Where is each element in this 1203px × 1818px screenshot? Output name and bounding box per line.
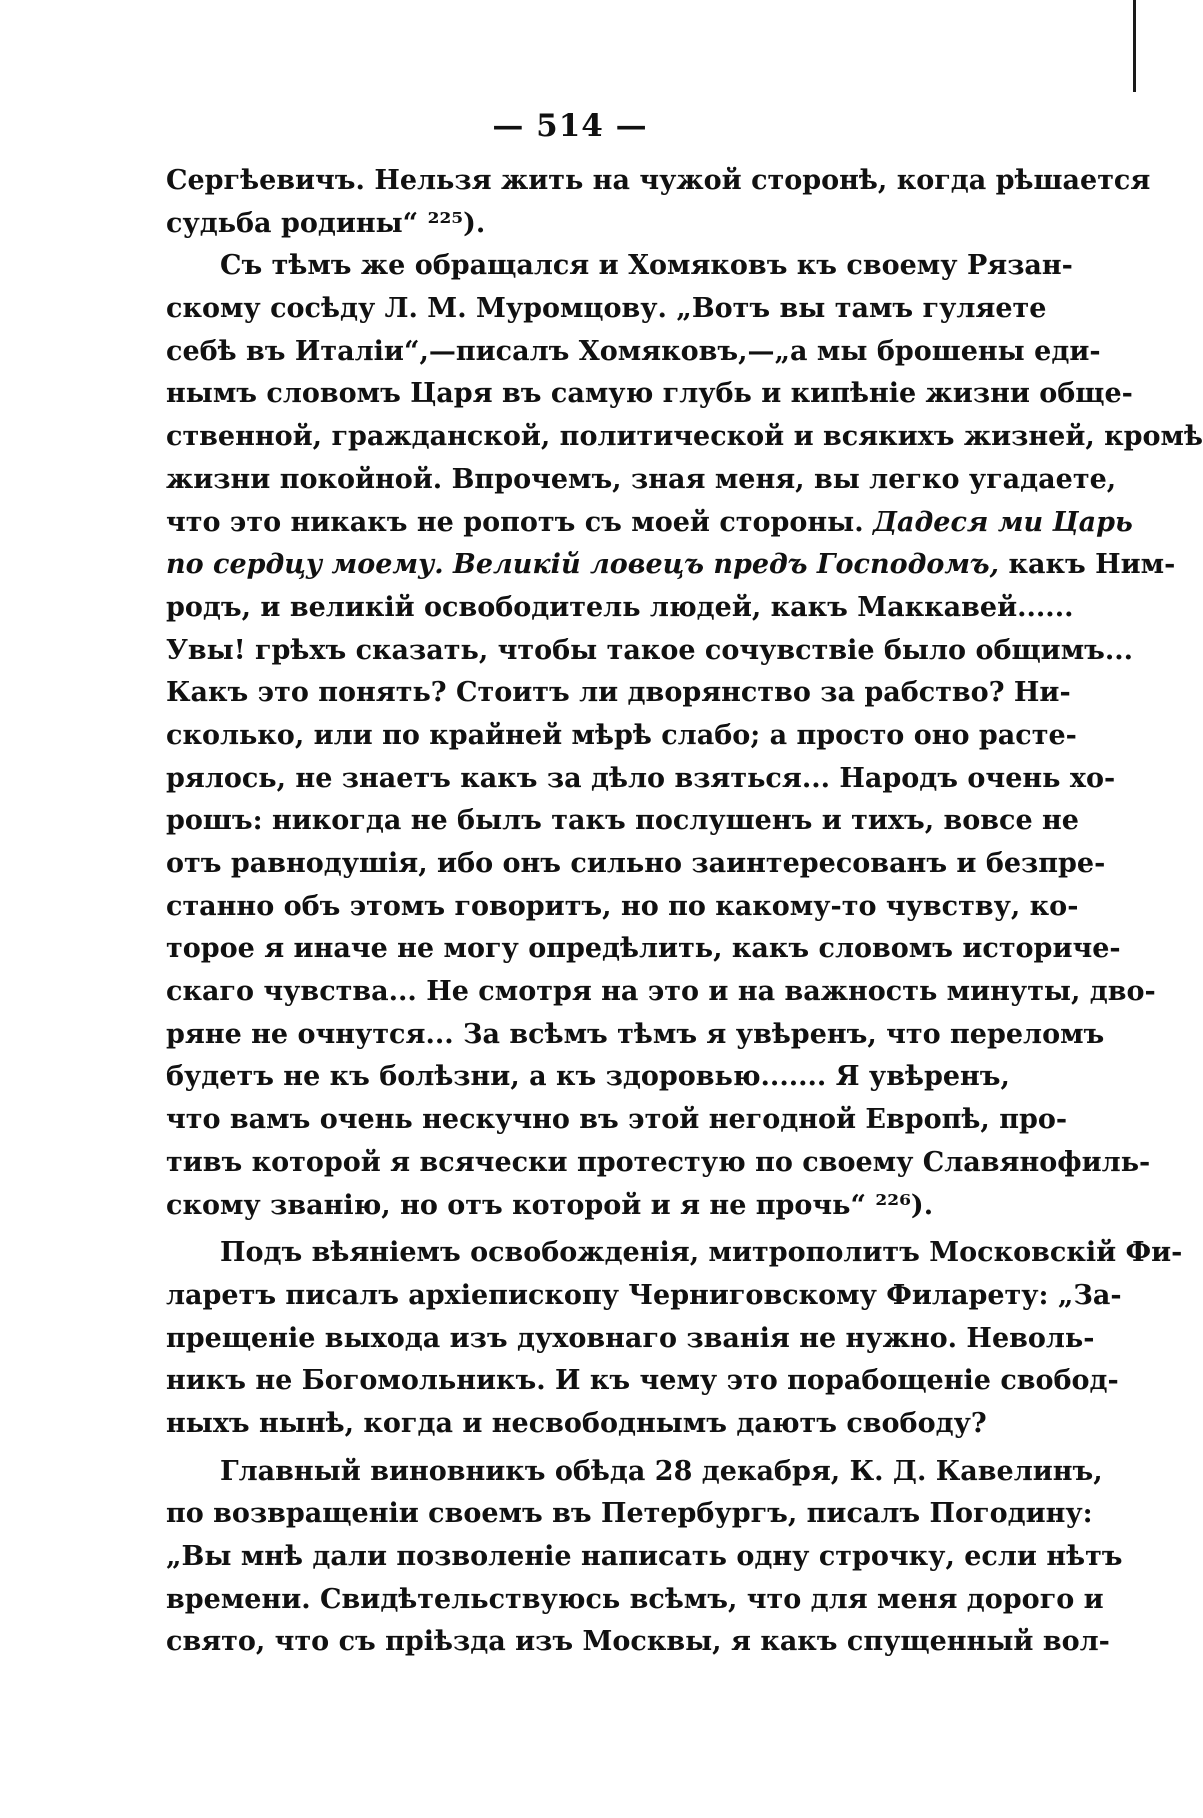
text-line: что вамъ очень нескучно въ этой негодной Европѣ, про- [166,1104,1068,1136]
text-line: рялось, не знаетъ какъ за дѣло взяться... Народъ очень хо- [166,762,1116,794]
text-line: себѣ въ Италіи“,—писалъ Хомяковъ,—„а мы брошены еди- [166,335,1101,367]
text-line: жизни покойной. Впрочемъ, зная меня, вы легко угадаете, [166,463,1117,495]
text-line: „Вы мнѣ дали позволеніе написать одну строчку, если нѣтъ [166,1541,1123,1572]
text-line: ларетъ писалъ архіепископу Черниговскому Филарету: „За- [166,1279,1122,1311]
text-line: скому званію, но отъ которой и я не прочь“ ²²⁶). [166,1189,934,1221]
text-line: Подъ вѣяніемъ освобожденія, митрополитъ Московскій Фи- [220,1237,1183,1269]
text-line: родъ, и великій освободитель людей, какъ Маккавей...... [166,591,1074,623]
text-line: рошъ: никогда не былъ такъ послушенъ и тихъ, вовсе не [166,805,1079,837]
text-line: прещеніе выхода изъ духовнаго званія не нужно. Неволь- [166,1322,1095,1354]
text-line: скаго чувства... Не смотря на это и на важность минуты, дво- [166,976,1156,1008]
text-line: свято, что съ пріѣзда изъ Москвы, я какъ спущенный вол- [166,1626,1110,1658]
text-line [166,544,1176,587]
scan-edge-mark [1133,0,1136,92]
page-body-text [166,160,1203,1664]
text-line: скому сосѣду Л. М. Муромцову. „Вотъ вы тамъ гуляете [166,293,1047,325]
text-line: сколько, или по крайней мѣрѣ слабо; а просто оно расте- [166,719,1077,751]
text-line: ственной, гражданской, политической и всякихъ жизней, кромѣ [166,421,1203,453]
text-line: по возвращеніи своемъ въ Петербургъ, писалъ Погодину: [166,1498,1093,1530]
text-line: будетъ не къ болѣзни, а къ здоровью....... Я увѣренъ, [166,1061,1010,1093]
text-line: отъ равнодушія, ибо онъ сильно заинтересованъ и безпре- [166,848,1106,879]
text-line-part: по сердцу моему. Великій ловецъ предъ Господомъ, [166,549,1000,581]
text-line-part: что это никакъ не ропотъ съ моей стороны. [166,506,874,538]
text-line: торое я иначе не могу опредѣлить, какъ словомъ историче- [166,933,1121,965]
text-line: никъ не Богомольникъ. И къ чему это порабощеніе свобод- [166,1365,1119,1397]
text-line [166,502,1133,545]
page-number: — 514 — [492,108,648,144]
text-line: Главный виновникъ обѣда 28 декабря, К. Д. Кавелинъ, [220,1455,1103,1487]
text-line: ныхъ нынѣ, когда и несвободнымъ даютъ свободу? [166,1407,987,1439]
text-line: ряне не очнутся... За всѣмъ тѣмъ я увѣренъ, что переломъ [166,1018,1105,1050]
text-line-part: какъ Ним- [999,549,1176,581]
text-line: станно объ этомъ говоритъ, но по какому-то чувству, ко- [166,890,1079,922]
text-line: Съ тѣмъ же обращался и Хомяковъ къ своему Рязан- [220,250,1073,282]
text-line: судьба родины“ ²²⁵). [166,207,486,239]
text-line-part: Дадеся ми Царь [873,506,1133,538]
text-line: Какъ это понять? Стоитъ ли дворянство за рабство? Ни- [166,677,1071,709]
text-line: Увы! грѣхъ сказать, чтобы такое сочувствіе было общимъ... [166,634,1134,666]
text-line: тивъ которой я всячески протестую по своему Славянофиль- [166,1146,1151,1178]
text-line: Сергѣевичъ. Нельзя жить на чужой сторонѣ, когда рѣшается [166,165,1151,196]
text-line: времени. Свидѣтельствуюсь всѣмъ, что для меня дорого и [166,1583,1104,1615]
text-line: нымъ словомъ Царя въ самую глубь и кипѣніе жизни обще- [166,378,1133,410]
